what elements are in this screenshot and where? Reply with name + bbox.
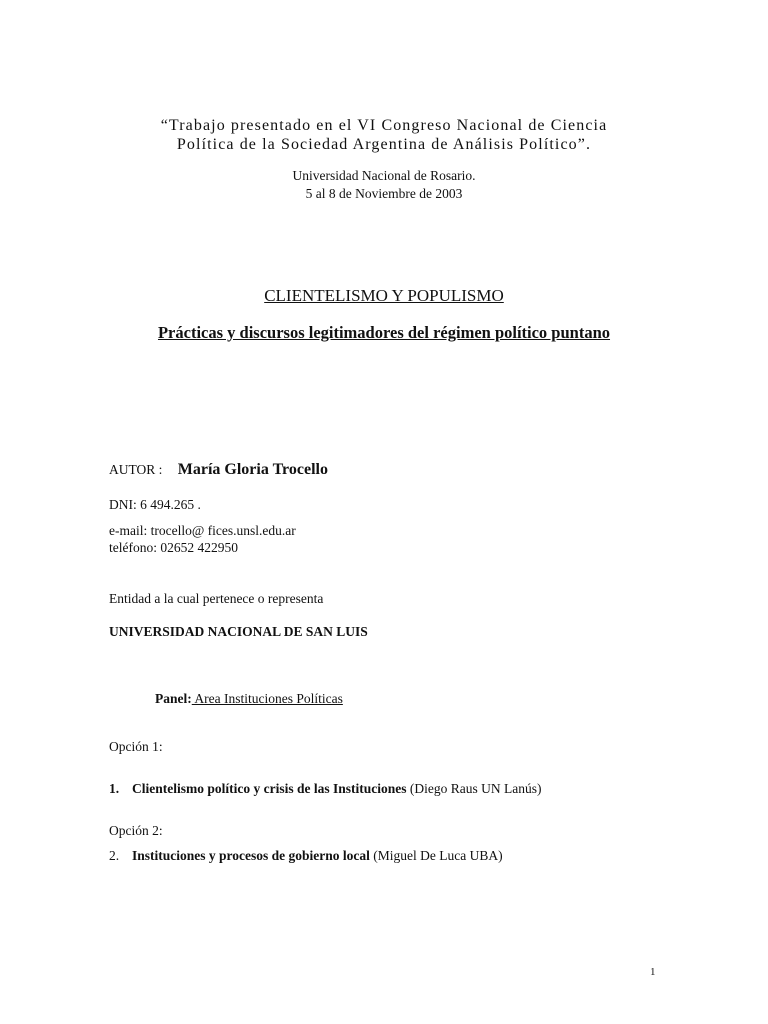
panel-label: Panel: xyxy=(155,691,192,706)
option-1-number: 1. xyxy=(109,781,120,796)
page-number: 1 xyxy=(650,966,656,978)
option-2-number: 2. xyxy=(109,848,120,863)
panel-value: Area Instituciones Políticas xyxy=(191,691,343,706)
panel-row xyxy=(155,690,343,707)
option-2-title: Instituciones y procesos de gobierno local xyxy=(132,848,370,863)
author-dni: DNI: 6 494.265 . xyxy=(109,497,201,512)
author-email: e-mail: trocello@ fices.unsl.edu.ar xyxy=(109,523,296,538)
document-title: CLIENTELISMO Y POPULISMO xyxy=(264,286,504,305)
header-line-1: “Trabajo presentado en el VI Congreso Nacional de Ciencia xyxy=(160,117,608,134)
venue-line-1: Universidad Nacional de Rosario. xyxy=(292,168,476,183)
header-line-2: Política de la Sociedad Argentina de Análisis Político”. xyxy=(176,136,592,153)
option-1-title: Clientelismo político y crisis de las Instituciones xyxy=(132,781,407,796)
author-name: María Gloria Trocello xyxy=(177,461,328,478)
author-row xyxy=(109,461,328,478)
entity-name: UNIVERSIDAD NACIONAL DE SAN LUIS xyxy=(109,624,368,639)
author-label: AUTOR : xyxy=(109,462,163,477)
option-1-item xyxy=(109,780,541,797)
option-1-detail: (Diego Raus UN Lanús) xyxy=(406,781,542,796)
author-phone: teléfono: 02652 422950 xyxy=(109,540,238,555)
option-2-detail: (Miguel De Luca UBA) xyxy=(369,848,503,863)
option-2-heading: Opción 2: xyxy=(109,823,163,838)
venue-line-2: 5 al 8 de Noviembre de 2003 xyxy=(305,186,463,201)
option-1-heading: Opción 1: xyxy=(109,739,163,754)
entity-label: Entidad a la cual pertenece o representa xyxy=(109,591,324,606)
option-2-item xyxy=(109,847,503,864)
document-subtitle: Prácticas y discursos legitimadores del régimen político puntano xyxy=(157,323,611,342)
